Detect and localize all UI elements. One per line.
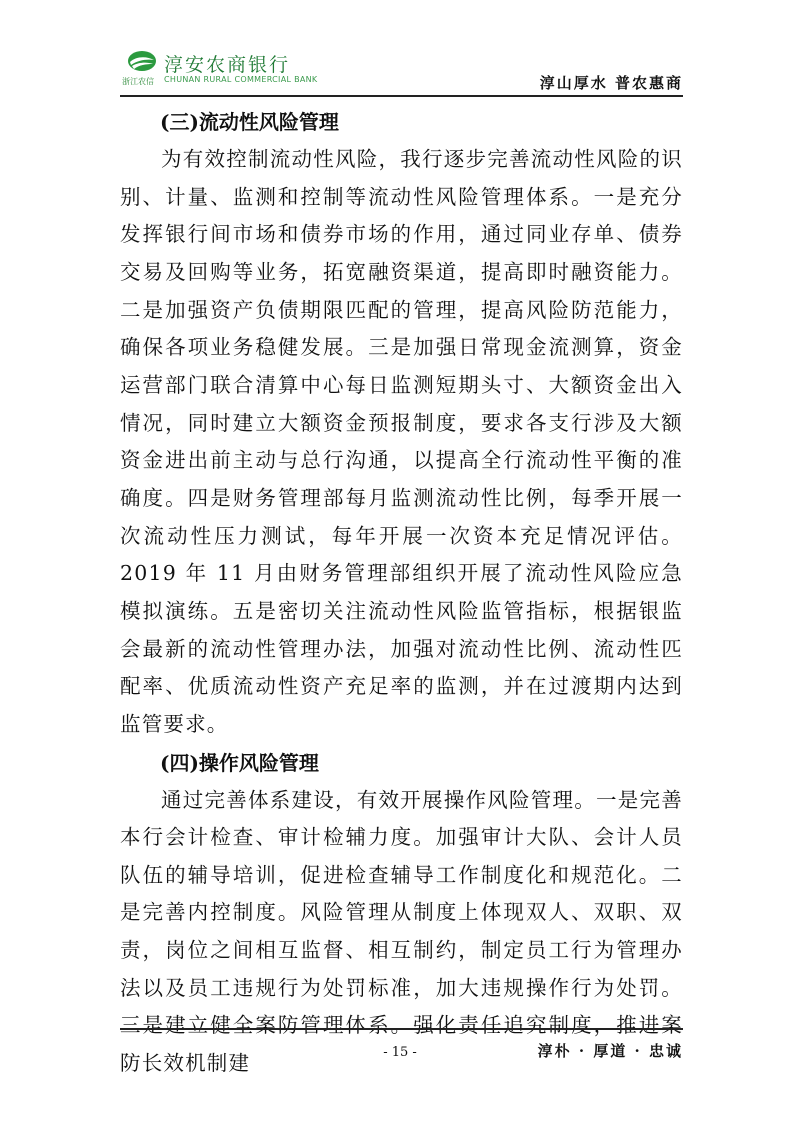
bank-name-english: CHUNAN RURAL COMMERCIAL BANK bbox=[164, 75, 318, 84]
page-content bbox=[120, 103, 683, 1083]
section-heading-operational-risk: (四)操作风险管理 bbox=[160, 750, 319, 775]
footer-slogan: 淳朴 · 厚道 · 忠诚 bbox=[537, 1042, 683, 1060]
page-header bbox=[120, 40, 683, 96]
logo-caption: 浙江农信 bbox=[122, 77, 154, 86]
section-body-operational-risk: 通过完善体系建设，有效开展操作风险管理。一是完善本行会计检查、审计检辅力度。加强审计大队、会计人员队伍的辅导培训，促进检查辅导工作制度化和规范化。二是完善内控制度。风险管理从制度上体现双人、双职、双责，岗位之间相互监督、相互制约，制定员工行为管理办法以及员工违规行为处罚标准，加大违规操作行为处罚。三是建立健全案防管理体系。强化责任追究制度，推进案防长效机制建 bbox=[120, 787, 683, 1076]
bank-logo-icon bbox=[127, 50, 157, 72]
section-heading-liquidity-risk: (三)流动性风险管理 bbox=[160, 110, 339, 134]
bank-name: 淳安农商银行 bbox=[164, 54, 291, 76]
page-number: - 15 - bbox=[383, 1045, 417, 1060]
footer-divider bbox=[120, 1028, 683, 1030]
header-divider bbox=[120, 95, 683, 97]
section-body-liquidity-risk: 为有效控制流动性风险，我行逐步完善流动性风险的识别、计量、监测和控制等流动性风险管理体系。一是充分发挥银行间市场和债券市场的作用，通过同业存单、债券交易及回购等业务，拓宽融资渠道，提高即时融资能力。二是加强资产负债期限匹配的管理，提高风险防范能力，确保各项业务稳健发展。三是加强日常现金流测算，资金运营部门联合清算中心每日监测短期头寸、大额资金出入情况，同时建立大额资金预报制度，要求各支行涉及大额资金进出前主动与总行沟通，以提高全行流动性平衡的准确度。四是财务管理部每月监测流动性比例，每季开展一次流动性压力测试，每年开展一次资本充足情况评估。2019 年 11 月由财务管理部组织开展了流动性风险应急模拟演练。五是密切关注流动性风险监管指标，根据银监会最新的流动性管理办法，加强对流动性比例、流动性匹配率、优质流动性资产充足率的监测，并在过渡期内达到监管要求。 bbox=[120, 147, 683, 736]
header-slogan: 淳山厚水 普农惠商 bbox=[539, 74, 683, 92]
